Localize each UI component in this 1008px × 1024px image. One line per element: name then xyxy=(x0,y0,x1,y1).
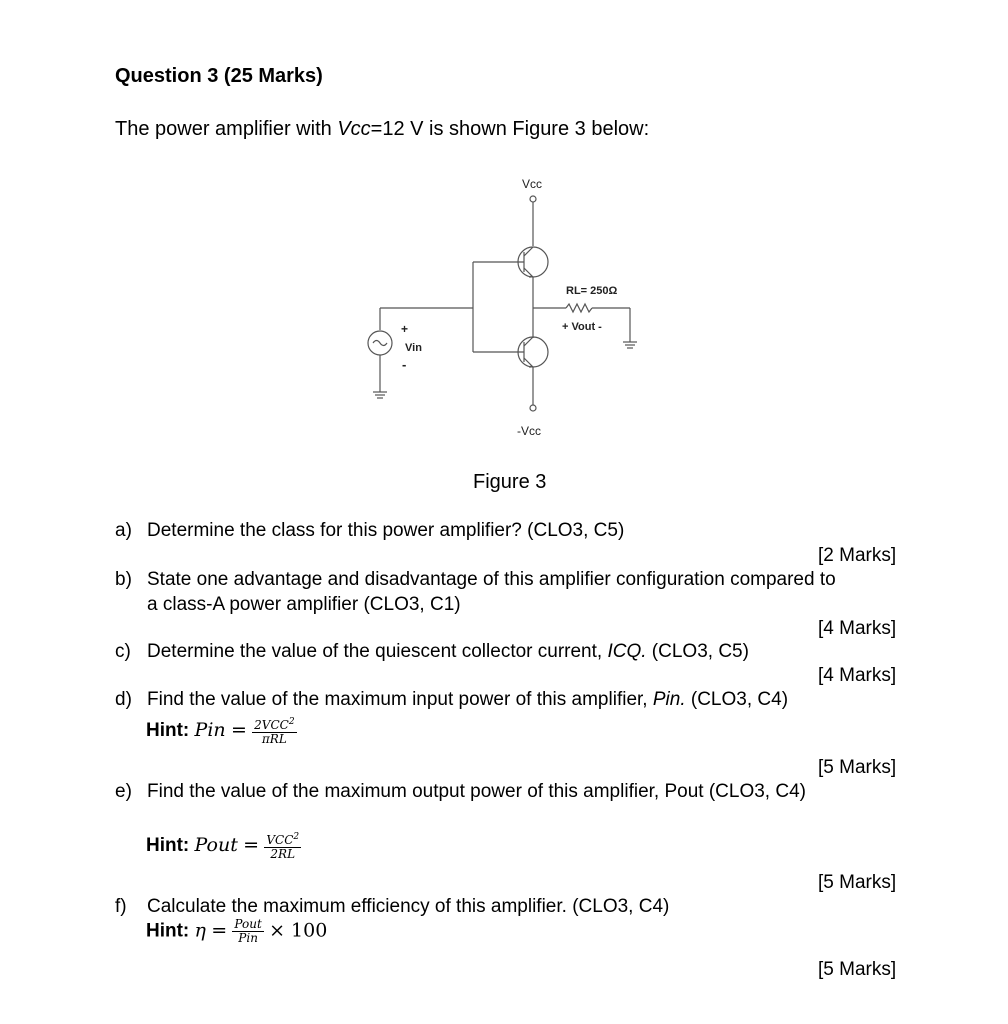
part-c xyxy=(115,641,749,663)
part-a-label: a) xyxy=(115,520,132,541)
part-f-hint-label: Hint: xyxy=(146,920,190,942)
part-d-label: d) xyxy=(115,689,132,710)
part-d-var: Pin. xyxy=(652,689,686,710)
neg-vcc-terminal xyxy=(530,405,536,411)
part-f-formula-tail: × 100 xyxy=(269,919,328,942)
vin-minus-label: - xyxy=(402,357,407,372)
part-a-text: Determine the class for this power amplifier? (CLO3, C5) xyxy=(147,520,625,541)
part-f-label: f) xyxy=(115,896,127,917)
part-c-text-end: (CLO3, C5) xyxy=(646,641,749,662)
vin-label: Vin xyxy=(405,342,422,354)
vin-plus-label: + xyxy=(401,322,409,336)
part-d-hint-label: Hint: xyxy=(146,720,190,742)
part-d-formula-den: πRL xyxy=(261,732,287,746)
part-d-text: Find the value of the maximum input power of this amplifier, xyxy=(147,689,653,710)
part-e-formula-den: 2RL xyxy=(270,847,296,861)
part-f-formula-num: Pout xyxy=(234,917,262,931)
load-resistor xyxy=(566,304,592,312)
part-d-formula-num: 2VCC xyxy=(254,718,289,732)
part-d-text-end: (CLO3, C4) xyxy=(685,689,789,710)
part-b-text: State one advantage and disadvantage of this amplifier configuration compared to xyxy=(147,569,836,590)
part-f-fraction xyxy=(232,918,263,945)
part-e-fraction: $\frac{VCC^2}{2RL}$ xyxy=(266,832,300,861)
vcc-bottom-label: -Vcc xyxy=(517,424,541,438)
question-title: Question 3 (25 Marks) xyxy=(115,65,323,87)
part-a-marks: [2 Marks] xyxy=(818,545,897,566)
part-f-hint xyxy=(146,918,327,945)
part-b xyxy=(115,569,836,591)
circuit-diagram xyxy=(0,0,1008,470)
figure-caption: Figure 3 xyxy=(473,471,547,493)
part-d-fraction: $\frac{2VCC^2}{\text{πRL}}$ xyxy=(254,717,295,746)
part-f-equals: = xyxy=(211,919,228,942)
rl-label: RL= 250Ω xyxy=(566,285,618,297)
part-c-text: Determine the value of the quiescent collector current, xyxy=(147,641,608,662)
intro-suffix: =12 V is shown Figure 3 below: xyxy=(370,118,650,140)
part-b-text-line2: a class-A power amplifier (CLO3, C1) xyxy=(147,594,461,615)
part-d xyxy=(115,689,788,711)
intro-vcc: Vcc xyxy=(337,118,371,140)
part-e-text: Find the value of the maximum output power of this amplifier, Pout (CLO3, C4) xyxy=(147,781,806,802)
part-f-formula-lhs: η xyxy=(194,919,206,942)
part-e-hint-label: Hint: xyxy=(146,835,190,857)
part-e-formula-num: VCC xyxy=(266,833,294,847)
part-e-formula-lhs: Pout xyxy=(194,834,238,857)
part-d-formula-lhs: Pin xyxy=(194,719,226,742)
part-f-formula-den: Pin xyxy=(238,931,258,945)
part-e-label: e) xyxy=(115,781,132,802)
part-f-marks: [5 Marks] xyxy=(818,959,897,980)
part-e-equals: = xyxy=(243,834,260,857)
vcc-top-label: Vcc xyxy=(522,177,543,191)
part-e-hint xyxy=(146,831,301,861)
part-c-label: c) xyxy=(115,641,131,662)
part-b-label: b) xyxy=(115,569,132,590)
part-a xyxy=(115,520,624,542)
part-c-var: ICQ. xyxy=(607,641,647,662)
part-c-marks: [4 Marks] xyxy=(818,665,897,686)
part-b-marks: [4 Marks] xyxy=(818,618,897,639)
part-e xyxy=(115,781,806,803)
vout-label: + Vout - xyxy=(562,321,602,333)
part-d-equals: = xyxy=(230,719,247,742)
part-d-hint xyxy=(146,716,297,746)
part-f-text: Calculate the maximum efficiency of this amplifier. (CLO3, C4) xyxy=(147,896,670,917)
vcc-terminal xyxy=(530,196,536,202)
part-d-marks: [5 Marks] xyxy=(818,757,897,778)
part-f xyxy=(115,896,669,918)
intro-prefix: The power amplifier with xyxy=(115,118,338,140)
part-e-marks: [5 Marks] xyxy=(818,872,897,893)
